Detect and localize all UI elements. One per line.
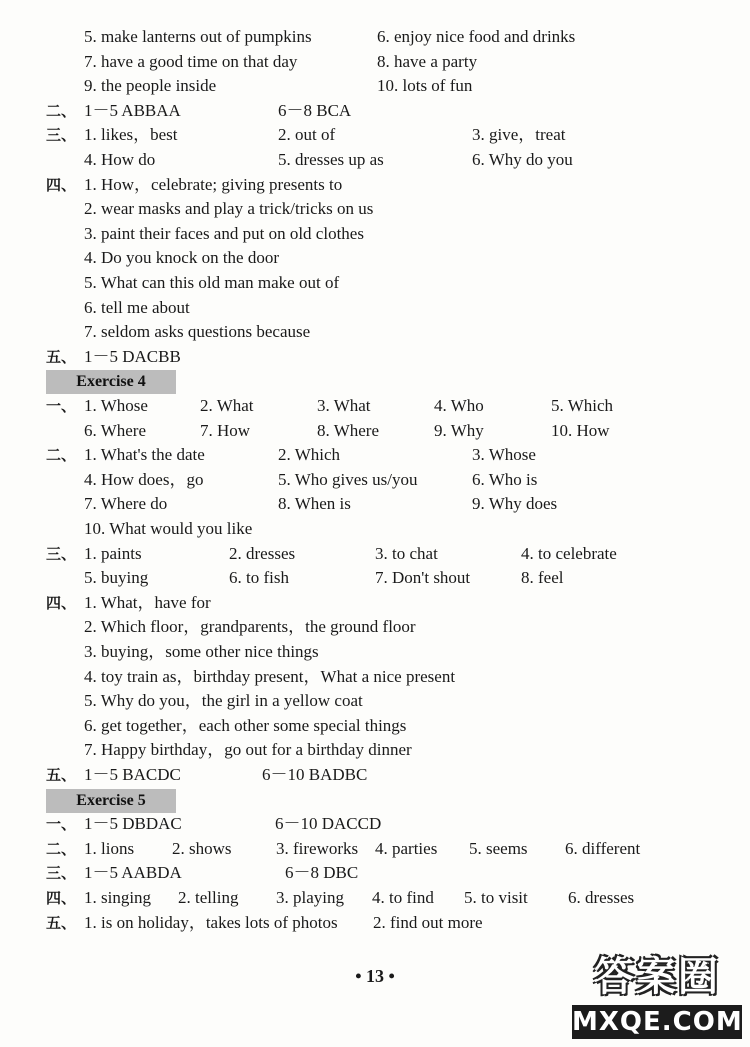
section-marker: 二、 (46, 839, 77, 858)
answer-text: 7. seldom asks questions because (84, 322, 311, 342)
answer-line (0, 148, 750, 173)
section-marker: 三、 (46, 126, 77, 145)
answer-text: 1－5 DBDAC (84, 814, 182, 834)
answer-text: 6－10 BADBC (262, 765, 368, 784)
page-number: • 13 • (355, 966, 395, 986)
section-marker: 三、 (46, 544, 77, 563)
answer-text: 5. dresses up as (278, 150, 384, 169)
section-marker: 一、 (46, 397, 77, 415)
answer-line (0, 911, 750, 936)
answer-line (0, 591, 750, 616)
section-marker: 五、 (46, 347, 77, 366)
answer-line (0, 50, 750, 75)
answer-text: 4. parties (375, 838, 438, 858)
answer-line (0, 74, 750, 99)
answer-text: 6. Where (84, 420, 146, 440)
answer-text: 1－5 DACBB (84, 346, 181, 366)
answer-line (0, 296, 750, 321)
answer-text: 6. to fish (229, 568, 289, 588)
answer-text: 3. What (317, 396, 371, 415)
section-marker: 一、 (46, 815, 77, 834)
section-marker: 五、 (46, 766, 77, 784)
answer-text: 2. What (200, 396, 254, 415)
answer-text: 6. enjoy nice food and drinks (377, 27, 576, 46)
answer-line (0, 837, 750, 862)
section-marker: 五、 (46, 913, 77, 932)
answer-text: 6. different (565, 838, 641, 858)
answer-line (0, 861, 750, 886)
answer-text: 7. How (200, 420, 251, 440)
answer-line (0, 492, 750, 517)
answer-line (0, 25, 750, 50)
answer-text: 6. dresses (568, 888, 635, 907)
answer-text: 1. lions (84, 838, 135, 858)
answer-text: 3. to chat (375, 543, 438, 563)
section-marker: 二、 (46, 446, 77, 465)
answer-line (0, 542, 750, 567)
answer-text: 9. Why (434, 420, 484, 440)
answer-text: 1. What，have for (84, 592, 211, 612)
answer-text: 3. buying，some other nice things (84, 642, 319, 661)
answer-text: 2. dresses (229, 543, 296, 563)
answer-line (0, 320, 750, 345)
answer-text: 4. How do (84, 150, 156, 169)
answer-text: 2. wear masks and play a trick/tricks on us (84, 199, 374, 219)
answer-line (0, 419, 750, 444)
answer-text: 1. likes，best (84, 125, 178, 145)
exercise-heading: Exercise 5 (46, 789, 176, 813)
answer-text: 5. What can this old man make out of (84, 273, 340, 292)
answer-text: 7. Don't shout (375, 568, 471, 588)
answer-line (0, 443, 750, 468)
answer-text: 4. Who (434, 396, 484, 415)
answer-text: 10. How (551, 420, 610, 440)
answer-line (0, 812, 750, 837)
section-marker: 三、 (46, 864, 77, 883)
answer-text: 7. Happy birthday，go out for a birthday dinner (84, 740, 412, 760)
exercise-heading: Exercise 4 (46, 370, 176, 394)
section-marker: 二、 (46, 101, 77, 120)
section-marker: 四、 (46, 593, 77, 612)
answer-line (0, 517, 750, 542)
answer-line (0, 665, 750, 690)
answer-text: 4. toy train as，birthday present，What a nice present (84, 666, 456, 686)
answer-text: 8. feel (521, 568, 564, 588)
answer-text: 2. find out more (373, 912, 483, 932)
answer-line (0, 566, 750, 591)
answer-text: 2. Which (278, 445, 341, 465)
answer-text: 5. Why do you，the girl in a yellow coat (84, 691, 363, 711)
answer-text: 8. have a party (377, 51, 478, 71)
answer-text: 6. Why do you (472, 150, 573, 169)
answer-text: 4. Do you knock on the door (84, 248, 280, 268)
answer-text: 9. Why does (472, 494, 558, 514)
answer-text: 5. to visit (464, 888, 528, 907)
answer-line (0, 886, 750, 911)
answer-text: 5. make lanterns out of pumpkins (84, 27, 312, 46)
answer-text: 1. Whose (84, 396, 148, 415)
answer-text: 2. shows (172, 838, 232, 858)
answer-text: 1－5 ABBAA (84, 100, 181, 120)
watermark-logo (572, 953, 742, 1039)
answer-text: 7. Where do (84, 494, 168, 514)
answer-line (0, 714, 750, 739)
answer-line (0, 197, 750, 222)
answer-text: 4. How does，go (84, 469, 204, 489)
answer-text: 2. out of (278, 125, 336, 145)
answer-line (0, 99, 750, 124)
answer-text: 1. What's the date (84, 445, 205, 465)
answer-text: 3. Whose (472, 445, 536, 465)
answer-text: 6－8 BCA (278, 100, 352, 120)
section-marker: 四、 (46, 889, 77, 907)
answer-text: 5. buying (84, 568, 149, 588)
answer-text: 1. How，celebrate; giving presents to (84, 174, 343, 194)
answer-text: 6. tell me about (84, 297, 190, 317)
answer-text: 1－5 AABDA (84, 863, 182, 883)
answer-line (0, 394, 750, 419)
answer-line (0, 763, 750, 788)
answer-text: 6－10 DACCD (275, 814, 382, 834)
answer-text: 10. What would you like (84, 519, 253, 538)
answer-line (0, 738, 750, 763)
answer-text: 4. to find (372, 888, 434, 907)
answer-text: 3. paint their faces and put on old clothes (84, 223, 364, 243)
answer-line (0, 640, 750, 665)
answer-line (0, 246, 750, 271)
answer-line (0, 468, 750, 493)
answer-text: 5. seems (469, 838, 528, 858)
answer-text: 4. to celebrate (521, 543, 617, 563)
answer-line (0, 271, 750, 296)
answer-text: 6. get together，each other some special things (84, 715, 407, 735)
answer-text: 3. give，treat (472, 125, 566, 145)
answer-text: 2. Which floor，grandparents，the ground floor (84, 617, 416, 637)
answer-text: 1. paints (84, 543, 142, 563)
watermark-title: 答案圈 (594, 954, 720, 1000)
answer-text: 1－5 BACDC (84, 765, 181, 784)
answer-text: 10. lots of fun (377, 76, 473, 96)
answer-line (0, 345, 750, 370)
answer-text: 8. Where (317, 420, 379, 440)
answer-line (0, 689, 750, 714)
answer-text: 1. is on holiday，takes lots of photos (84, 912, 338, 932)
watermark-url: MXQE.COM (572, 1007, 743, 1037)
answer-text: 3. fireworks (276, 838, 359, 858)
answer-text: 8. When is (278, 494, 351, 514)
answer-line (0, 123, 750, 148)
answer-text: 9. the people inside (84, 76, 217, 96)
answer-line (0, 173, 750, 198)
answer-line (0, 615, 750, 640)
section-marker: 四、 (46, 175, 77, 194)
answer-line (0, 222, 750, 247)
answer-text: 7. have a good time on that day (84, 51, 298, 71)
answer-text: 6－8 DBC (285, 863, 359, 883)
answer-text: 2. telling (178, 888, 239, 907)
answer-text: 6. Who is (472, 469, 538, 489)
answer-text: 3. playing (276, 888, 344, 907)
answer-text: 1. singing (84, 888, 152, 907)
answer-text: 5. Which (551, 396, 614, 415)
answer-text: 5. Who gives us/you (278, 469, 418, 489)
